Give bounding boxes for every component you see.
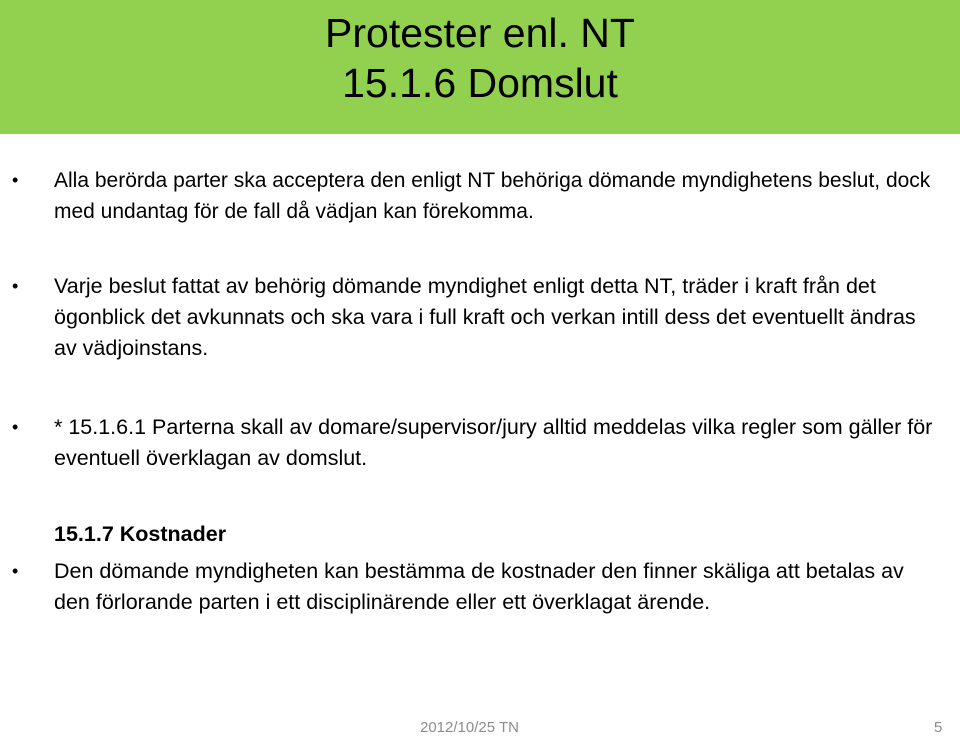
bullet-text-3: * 15.1.6.1 Parterna skall av domare/supervisor/jury alltid meddelas vilka regler som gäller för eventuell överklagan av domslut.: [54, 415, 933, 470]
bullet-text-4: Den dömande myndigheten kan bestämma de kostnader den finner skäliga att betalas av den förlorande parten i ett disciplinärende eller ett överklagat ärende.: [54, 559, 904, 614]
page-number: 5: [934, 719, 943, 736]
section-subheading: 15.1.7 Kostnader: [54, 522, 227, 546]
bullet-marker: •: [12, 170, 19, 190]
title-band: [0, 0, 960, 134]
title-line-2: 15.1.6 Domslut: [342, 60, 618, 106]
bullet-text-1: Alla berörda parter ska acceptera den enligt NT behöriga dömande myndighetens beslut, dock med undantag för de fall då vädjan kan förekomma.: [54, 169, 931, 223]
bullet-text-2: Varje beslut fattat av behörig dömande myndighet enligt detta NT, träder i kraft från det ögonblick det avkunnats och ska vara i full kraft och verkan intill dess det eventuellt ändras av vädjoinstans.: [54, 274, 916, 360]
bullet-marker: •: [12, 417, 19, 437]
slide-title: [0, 8, 960, 108]
bullet-marker: •: [12, 276, 19, 296]
title-line-1: Protester enl. NT: [325, 10, 635, 56]
bullet-marker: •: [12, 561, 19, 581]
footer-date: 2012/10/25 TN: [420, 719, 519, 736]
